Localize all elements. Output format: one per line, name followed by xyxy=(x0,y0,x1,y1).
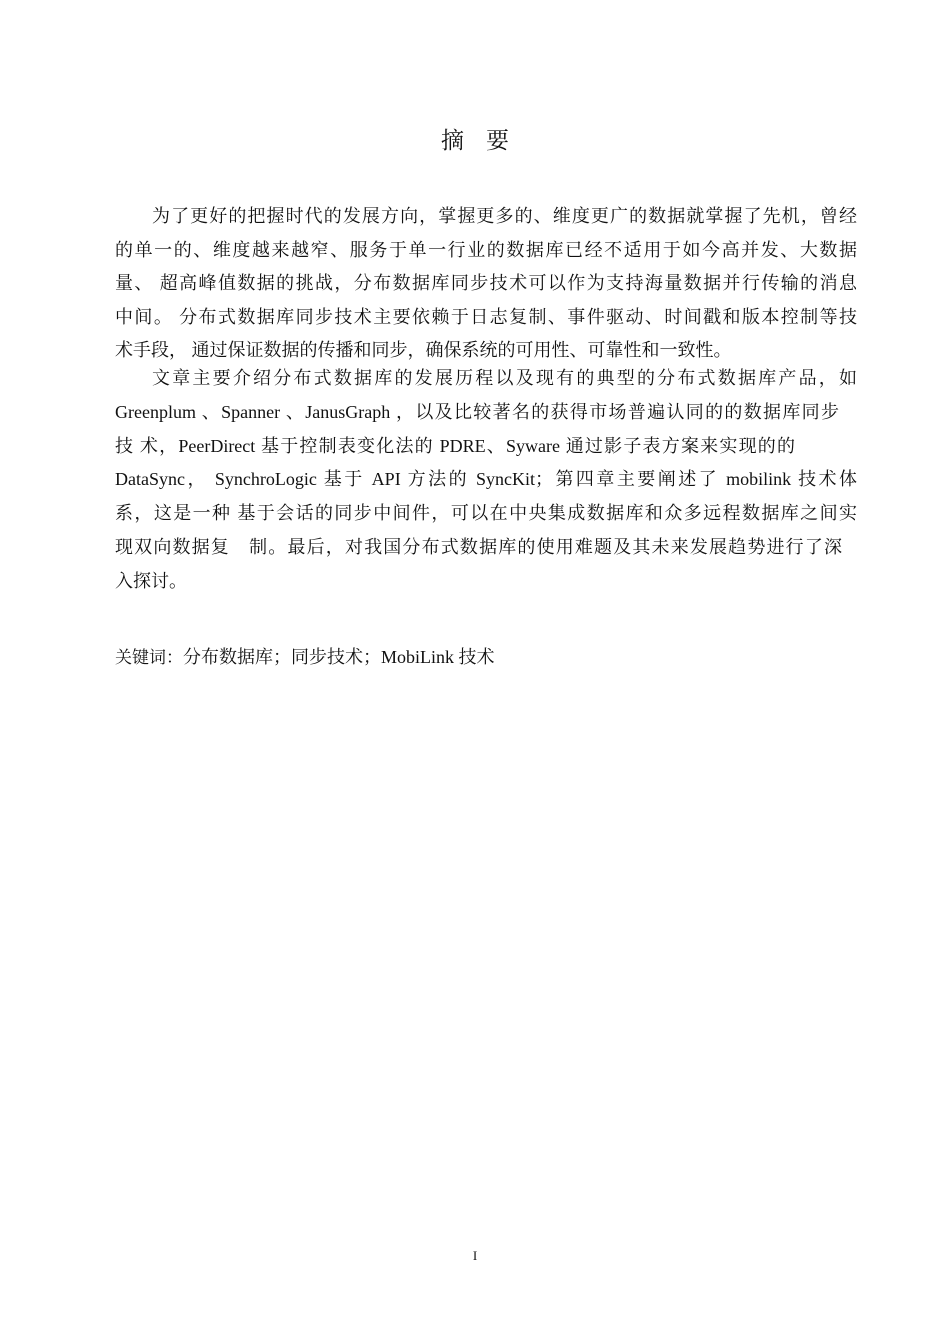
text-line: 术手段， 通过保证数据的传播和同步，确保系统的可用性、可靠性和一致性。 xyxy=(115,340,732,360)
text-line: 技 术，PeerDirect 基于控制表变化法的 PDRE、Syware 通过影子表方案来实现的的 xyxy=(115,435,795,456)
text-line: 量、 超高峰值数据的挑战，分布数据库同步技术可以作为支持海量数据并行传输的消息 xyxy=(115,273,857,293)
text-line: 现双向数据复 制。最后，对我国分布式数据库的使用难题及其未来发展趋势进行了深 xyxy=(115,536,842,557)
page-number: I xyxy=(472,1248,478,1263)
keywords xyxy=(115,643,495,669)
text-line: 为了更好的把握时代的发展方向，掌握更多的、维度更广的数据就掌握了先机，曾经 xyxy=(152,206,857,226)
page-title: 摘要 xyxy=(441,128,531,154)
text-line: DataSync， SynchroLogic 基于 API 方法的 SyncKit；第四章主要阐述了 mobilink 技术体 xyxy=(115,469,857,490)
text-line: 入探讨。 xyxy=(115,570,187,591)
text-line: 的单一的、维度越来越窄、服务于单一行业的数据库已经不适用于如今高并发、大数据 xyxy=(115,239,857,260)
text-line: Greenplum 、Spanner 、JanusGraph ，以及比较著名的获得市场普遍认同的的数据库同步 xyxy=(115,401,839,422)
keywords-label: 关键词： xyxy=(115,648,183,668)
keywords-value: 分布数据库；同步技术；MobiLink 技术 xyxy=(183,647,495,667)
text-line: 文章主要介绍分布式数据库的发展历程以及现有的典型的分布式数据库产品，如 xyxy=(152,368,857,388)
text-line: 系，这是一种 基于会话的同步中间件，可以在中央集成数据库和众多远程数据库之间实 xyxy=(115,503,857,524)
abstract-paragraph-1 xyxy=(115,200,857,368)
text-line: 中间。 分布式数据库同步技术主要依赖于日志复制、事件驱动、时间戳和版本控制等技 xyxy=(115,306,857,327)
abstract-paragraph-2 xyxy=(115,362,857,599)
